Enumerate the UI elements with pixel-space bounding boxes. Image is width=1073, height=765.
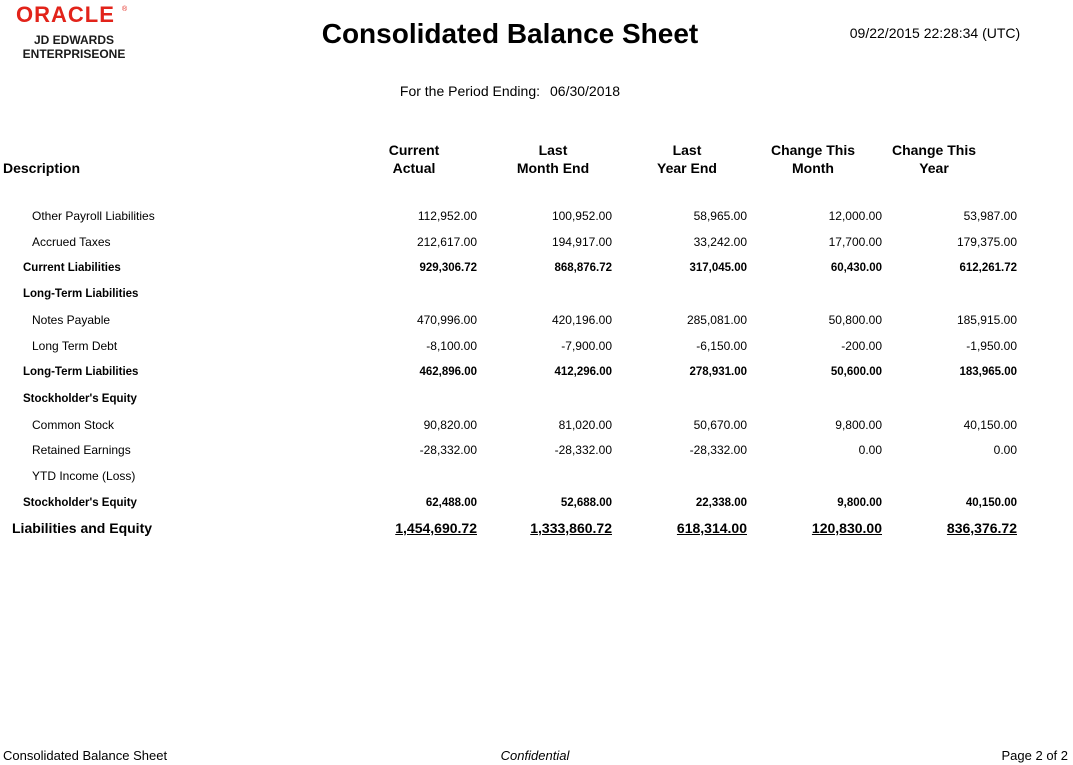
column-header-line1: Change This	[770, 142, 855, 158]
row-value: 52,688.00	[560, 497, 612, 509]
row-value: 412,296.00	[554, 366, 612, 378]
column-header-line1: Last	[672, 142, 702, 158]
logo-line-enterpriseone: ENTERPRISEONE	[22, 47, 126, 61]
row-value: 40,150.00	[965, 497, 1017, 509]
column-header-line1: Last	[538, 142, 568, 158]
period-label: For the Period Ending:	[399, 83, 540, 99]
row-value: 90,820.00	[423, 418, 477, 432]
row-value: 285,081.00	[686, 313, 747, 327]
row-value: -6,150.00	[696, 339, 747, 353]
table-row	[0, 206, 1073, 226]
row-label: Accrued Taxes	[32, 235, 111, 249]
logo-oracle-text: ORACLE	[16, 2, 115, 27]
row-value: 50,670.00	[693, 418, 747, 432]
row-value: 22,338.00	[695, 497, 747, 509]
column-header-line1: Change This	[891, 142, 976, 158]
footer-page-number: Page 2 of 2	[1001, 748, 1068, 763]
row-value: 470,996.00	[416, 313, 477, 327]
row-value: 40,150.00	[963, 418, 1017, 432]
row-value: 17,700.00	[828, 235, 882, 249]
row-label: Retained Earnings	[32, 443, 131, 457]
report-timestamp: 09/22/2015 22:28:34 (UTC)	[849, 25, 1021, 41]
table-row	[0, 440, 1073, 460]
logo-registered-mark: ®	[122, 6, 128, 13]
table-row	[0, 284, 1073, 304]
row-value: 462,896.00	[419, 366, 477, 378]
row-value: 0.00	[993, 443, 1017, 457]
row-value: 212,617.00	[416, 235, 477, 249]
row-value: -1,950.00	[966, 339, 1017, 353]
row-value: 81,020.00	[558, 418, 612, 432]
row-label: Long Term Debt	[32, 339, 118, 353]
table-row	[0, 493, 1073, 513]
row-value: 618,314.00	[676, 520, 747, 536]
row-value: -28,332.00	[554, 443, 612, 457]
row-value: 9,800.00	[837, 497, 882, 509]
column-header-line2: Year	[919, 160, 949, 176]
report-title: Consolidated Balance Sheet	[321, 18, 699, 49]
jd-edwards-logo	[0, 4, 148, 66]
row-value: 62,488.00	[425, 497, 477, 509]
row-value: 836,376.72	[946, 520, 1017, 536]
row-value: 50,800.00	[828, 313, 882, 327]
column-header-line1: Current	[388, 142, 440, 158]
row-label: Liabilities and Equity	[12, 520, 153, 536]
row-value: 317,045.00	[689, 262, 747, 274]
row-value: 100,952.00	[551, 209, 612, 223]
row-label: Common Stock	[32, 418, 115, 432]
row-value: -8,100.00	[426, 339, 477, 353]
table-row	[0, 232, 1073, 252]
column-header-description: Description	[3, 160, 81, 176]
row-value: 9,800.00	[835, 418, 882, 432]
row-value: 1,454,690.72	[395, 520, 477, 536]
row-value: 60,430.00	[830, 262, 882, 274]
column-header	[859, 141, 1009, 177]
row-label: Stockholder's Equity	[23, 497, 137, 509]
row-label: Long-Term Liabilities	[23, 288, 139, 300]
table-row	[0, 258, 1073, 278]
column-header	[478, 141, 628, 177]
row-label: Stockholder's Equity	[23, 393, 137, 405]
row-value: 194,917.00	[551, 235, 612, 249]
footer-confidential: Confidential	[500, 748, 570, 763]
row-value: 33,242.00	[693, 235, 747, 249]
row-value: 868,876.72	[554, 262, 612, 274]
row-value: 278,931.00	[689, 366, 747, 378]
table-row	[0, 389, 1073, 409]
row-label: Other Payroll Liabilities	[32, 209, 155, 223]
table-row	[0, 362, 1073, 382]
period-line	[300, 83, 720, 100]
row-value: 179,375.00	[956, 235, 1017, 249]
row-value: -200.00	[841, 339, 882, 353]
column-header-line2: Actual	[392, 160, 436, 176]
row-value: 58,965.00	[693, 209, 747, 223]
column-header-line2: Month End	[516, 160, 590, 176]
column-header	[339, 141, 489, 177]
row-value: 183,965.00	[959, 366, 1017, 378]
row-value: -28,332.00	[689, 443, 747, 457]
logo-line-jd-edwards: JD EDWARDS	[33, 33, 114, 47]
table-row	[0, 518, 1073, 538]
row-value: 53,987.00	[963, 209, 1017, 223]
row-value: 0.00	[858, 443, 882, 457]
row-value: 1,333,860.72	[530, 520, 612, 536]
row-value: 120,830.00	[811, 520, 882, 536]
row-label: Long-Term Liabilities	[23, 366, 139, 378]
row-value: 929,306.72	[419, 262, 477, 274]
row-value: 12,000.00	[828, 209, 882, 223]
row-label: Notes Payable	[32, 313, 111, 327]
row-value: -7,900.00	[561, 339, 612, 353]
table-row	[0, 310, 1073, 330]
table-row	[0, 415, 1073, 435]
table-row	[0, 336, 1073, 356]
row-value: -28,332.00	[419, 443, 477, 457]
table-row	[0, 466, 1073, 486]
row-value: 50,600.00	[830, 366, 882, 378]
row-value: 612,261.72	[959, 262, 1017, 274]
column-header-line2: Year End	[657, 160, 717, 176]
period-value: 06/30/2018	[550, 83, 621, 99]
row-value: 112,952.00	[417, 209, 477, 223]
row-label: YTD Income (Loss)	[32, 469, 136, 483]
row-label: Current Liabilities	[23, 262, 121, 274]
column-header-line2: Month	[792, 160, 834, 176]
row-value: 420,196.00	[551, 313, 612, 327]
footer-report-name: Consolidated Balance Sheet	[3, 748, 168, 763]
row-value: 185,915.00	[956, 313, 1017, 327]
